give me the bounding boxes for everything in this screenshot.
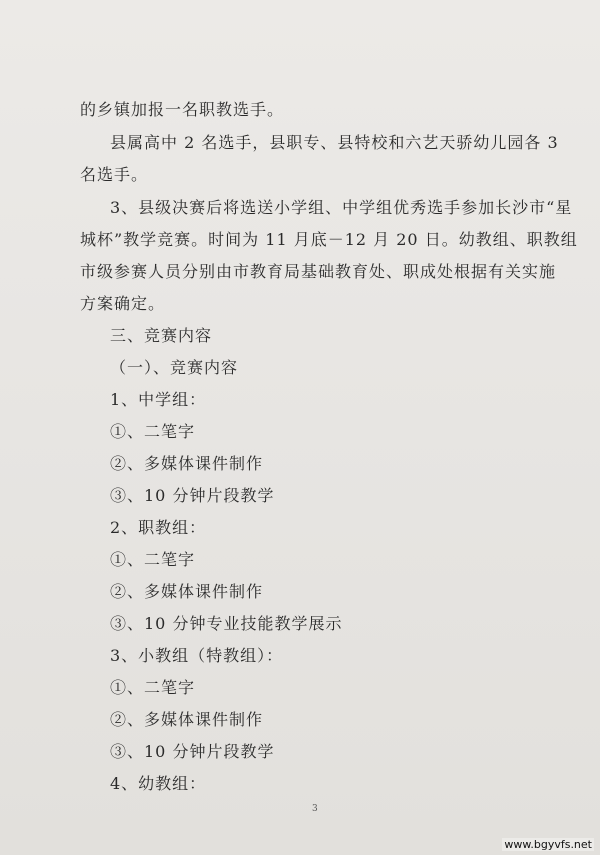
subsection-heading: （一）、竞赛内容: [110, 358, 239, 377]
group-heading: 1、中学组：: [110, 390, 207, 409]
list-item: ①、二笔字: [110, 550, 196, 569]
list-item: ②、多媒体课件制作: [110, 454, 264, 473]
text-line: 县属高中 2 名选手，县职专、县特校和六艺天骄幼儿园各 3: [110, 133, 559, 152]
list-item: ③、10 分钟片段教学: [110, 486, 275, 505]
section-heading: 三、竞赛内容: [110, 326, 213, 345]
text-line: 市级参赛人员分别由市教育局基础教育处、职成处根据有关实施: [80, 262, 557, 281]
page-number: 3: [312, 804, 318, 814]
text-line: 的乡镇加报一名职教选手。: [80, 100, 285, 119]
list-item: ①、二笔字: [110, 678, 196, 697]
text-line: 3、县级决赛后将选送小学组、中学组优秀选手参加长沙市“星: [110, 198, 573, 217]
watermark: www.bgyvfs.net: [504, 838, 592, 851]
text-line: 方案确定。: [80, 294, 166, 313]
text-line: 名选手。: [80, 165, 149, 184]
list-item: ②、多媒体课件制作: [110, 710, 264, 729]
list-item: ③、10 分钟专业技能教学展示: [110, 614, 343, 633]
list-item: ①、二笔字: [110, 422, 196, 441]
list-item: ②、多媒体课件制作: [110, 582, 264, 601]
list-item: ③、10 分钟片段教学: [110, 742, 275, 761]
group-heading: 4、幼教组：: [110, 774, 207, 793]
text-line: 城杯”教学竞赛。时间为 11 月底－12 月 20 日。幼教组、职教组: [80, 230, 578, 249]
group-heading: 3、小教组（特教组）：: [110, 646, 284, 665]
group-heading: 2、职教组：: [110, 518, 207, 537]
